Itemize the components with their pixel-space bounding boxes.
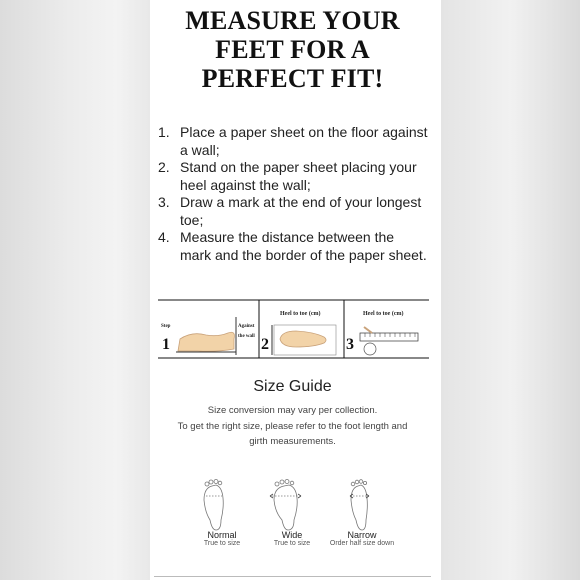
size-guide-text: girth measurements. (249, 436, 336, 447)
step-number: 1. (158, 124, 170, 140)
step-item (158, 229, 428, 264)
panel-number: 3 (346, 336, 354, 353)
title-line: MEASURE YOUR (185, 6, 400, 35)
size-guide-title: Size Guide (253, 378, 332, 395)
ruler-icon (365, 333, 415, 337)
step-item (158, 124, 428, 159)
foot-type-narrow (322, 530, 402, 547)
divider (154, 576, 431, 577)
against-wall-label: the wall (238, 334, 255, 339)
foot-side-icon (178, 332, 234, 351)
foot-top-icon (280, 331, 326, 347)
foot-type-name: Narrow (347, 530, 377, 540)
size-guide-text: To get the right size, please refer to the foot length and (177, 421, 408, 432)
heel-to-toe-label: Heel to toe (cm) (280, 311, 321, 317)
size-guide-text: Size conversion may vary per collection. (207, 405, 378, 416)
step-text: Place a paper sheet on the floor against a wall; (180, 124, 428, 158)
measurement-illustration (158, 299, 429, 359)
step-text: Measure the distance between the mark and the border of the paper sheet. (180, 229, 427, 263)
step-number: 2. (158, 159, 170, 175)
step-label: Step (161, 324, 171, 329)
foot-type-note: Order half size down (329, 540, 395, 547)
step-text: Stand on the paper sheet placing your heel against the wall; (180, 159, 417, 193)
title-line: FEET FOR A (215, 35, 370, 64)
title-line: PERFECT FIT! (201, 64, 384, 93)
step-item (158, 159, 428, 194)
narrow-foot-icon (350, 480, 369, 530)
step-item (158, 194, 428, 229)
heel-to-toe-label: Heel to toe (cm) (363, 311, 404, 317)
panel-number: 2 (261, 336, 269, 353)
pencil-icon (364, 327, 372, 333)
foot-type-name: Normal (207, 530, 237, 540)
measurement-steps (158, 124, 428, 264)
foot-type-note: True to size (273, 540, 311, 547)
foot-type-normal (182, 530, 262, 547)
wide-foot-icon (270, 480, 301, 531)
page-title (150, 6, 435, 93)
foot-type-note: True to size (203, 540, 241, 547)
foot-type-name: Wide (281, 530, 303, 540)
step-text: Draw a mark at the end of your longest toe; (180, 194, 422, 228)
size-chart-sheet (150, 0, 435, 580)
foot-type-wide (252, 530, 332, 547)
panel-number: 1 (162, 336, 170, 353)
step-number: 4. (158, 229, 170, 245)
step-number: 3. (158, 194, 170, 210)
normal-foot-icon (204, 480, 223, 531)
against-wall-label: Against (238, 324, 255, 329)
